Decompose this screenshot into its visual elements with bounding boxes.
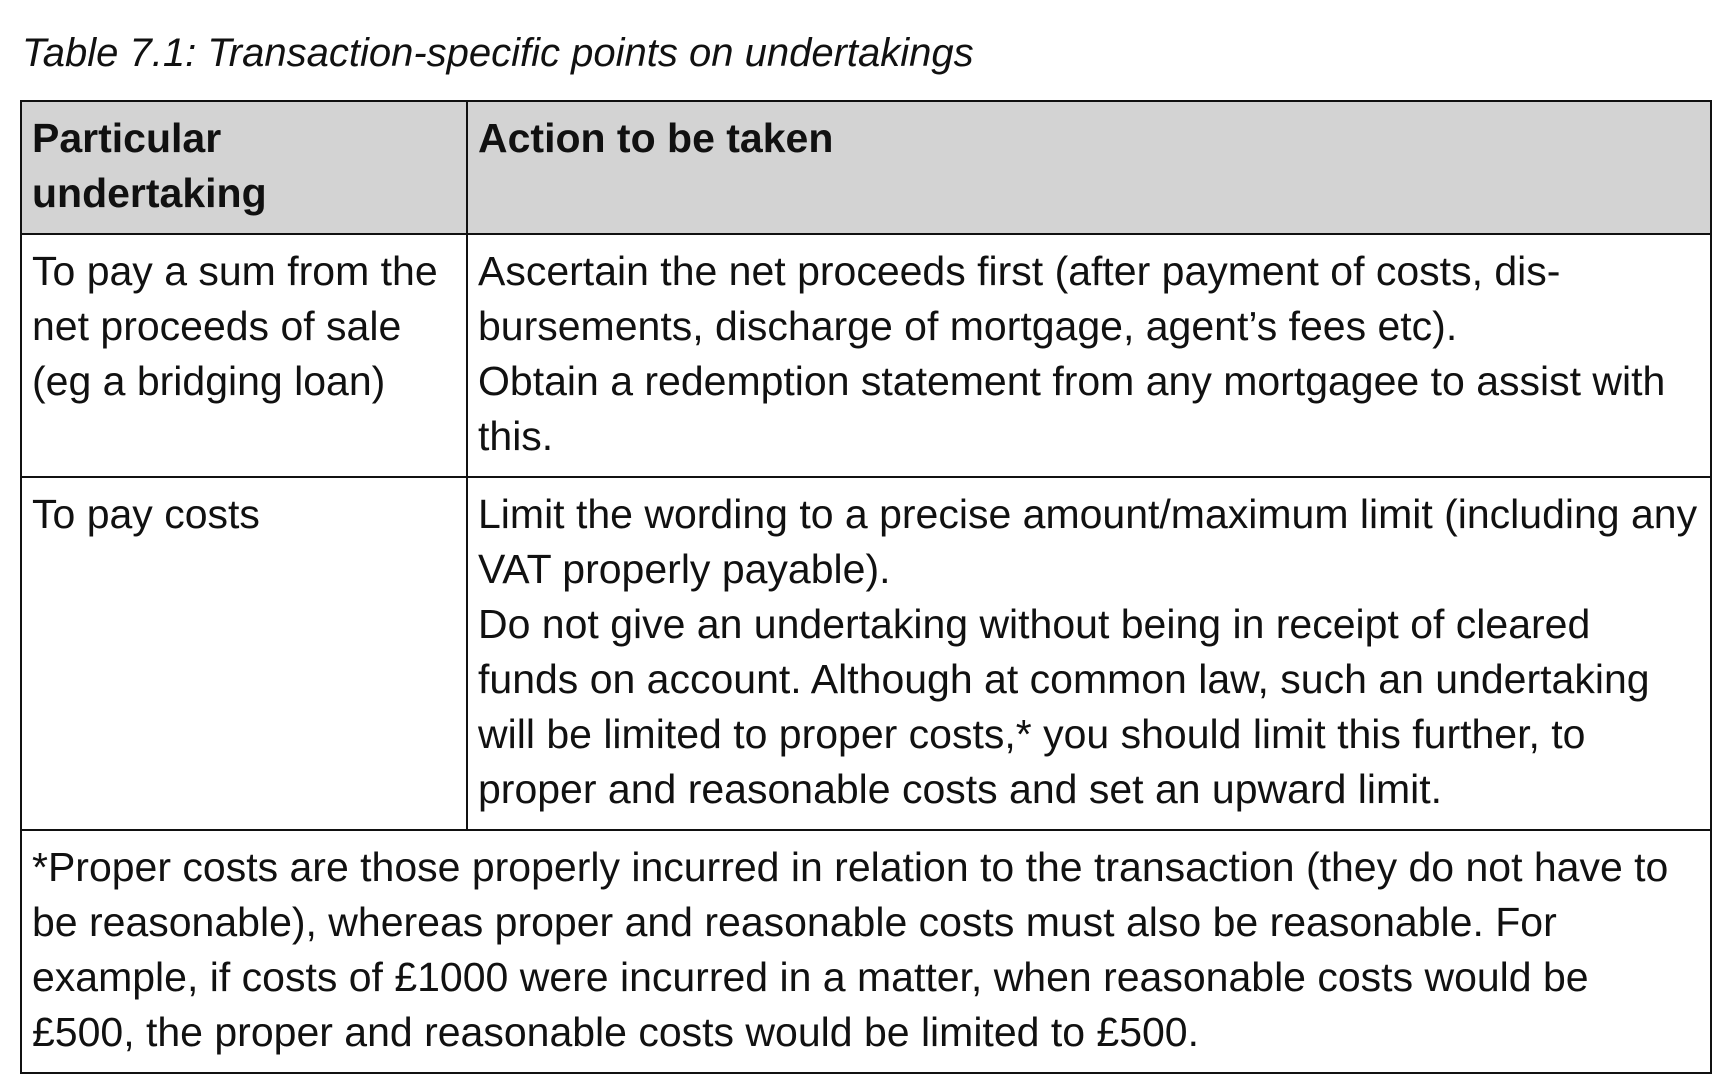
action-cell: [467, 234, 1711, 477]
action-paragraph: Ascertain the net proceeds first (after payment of costs, disbursements, discharge of mortgage, agent’s fees etc).: [478, 248, 1561, 349]
particular-cell: To pay a sum from the net proceeds of sale (eg a bridging loan): [21, 234, 467, 477]
header-particular-undertaking: Particular undertaking: [21, 101, 467, 234]
particular-cell: To pay costs: [21, 477, 467, 830]
footnote-cell: *Proper costs are those properly incurred in relation to the transaction (they do not have to be reasonable), whereas proper and reasonable costs must also be reasonable. For example, if costs of £1000 were incurred in a matter, when reasonable costs would be £500, the proper and reasonable costs would be limited to £500.: [21, 830, 1711, 1073]
header-action-to-be-taken: Action to be taken: [467, 101, 1711, 234]
table-caption: Table 7.1: Transaction-specific points on undertakings: [22, 31, 974, 75]
action-paragraph: Obtain a redemption statement from any mortgagee to assist with this.: [478, 358, 1666, 459]
table-row: [21, 234, 1711, 477]
table-header-row: [21, 101, 1711, 234]
footnote-row: [21, 830, 1711, 1073]
undertakings-table: [20, 100, 1712, 1074]
document-page: [20, 26, 1710, 1074]
action-paragraph: Limit the wording to a precise amount/maximum limit (including any VAT properly payable).: [478, 491, 1698, 592]
table-row: [21, 477, 1711, 830]
action-cell: [467, 477, 1711, 830]
action-paragraph: Do not give an undertaking without being in receipt of cleared funds on account. Although at common law, such an undertaking will be limited to proper costs,* you should limit this further, to proper and reasonable costs and set an upward limit.: [478, 601, 1650, 812]
